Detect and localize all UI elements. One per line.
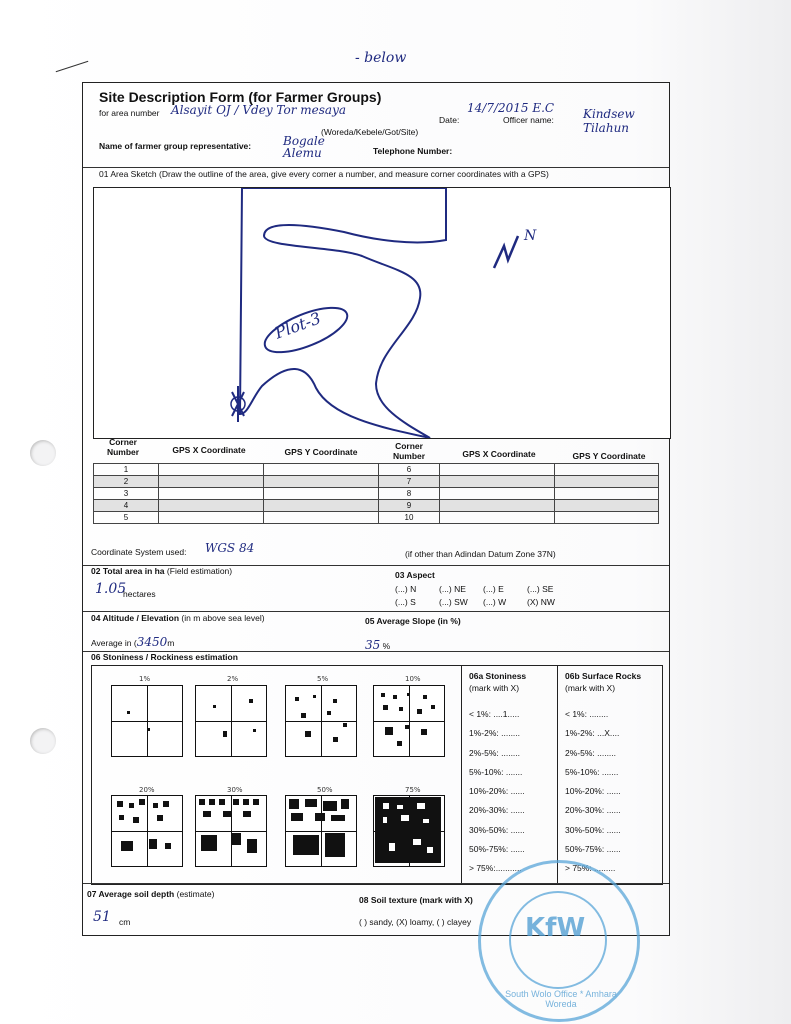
pictogram-label: 75% [405,786,421,794]
table-row: 4 9 [94,500,659,512]
slope-label: 05 Average Slope (in %) [365,616,461,626]
soil-depth-label: 07 Average soil depth (estimate) [87,889,215,899]
table-row: 2 7 [94,476,659,488]
area-number-label: for area number [99,108,160,118]
soil-texture-label: 08 Soil texture (mark with X) [359,895,473,905]
aspect-options: (...) N (...) NE (...) E (...) SE (...) S (...) SW (...) W (X) NW [395,584,555,607]
pictogram-label: 10% [405,675,421,683]
surface-rocks-column-title: 06b Surface Rocks [565,671,642,681]
coordinate-system-note: (if other than Adindan Datum Zone 37N) [405,549,556,559]
slope-entry: 35 % [365,638,391,652]
coordinate-system-value: WGS 84 [205,541,255,555]
pictogram-label: 30% [227,786,243,794]
organization-stamp: KfW South Wolo Office * Amhara Woreda [478,860,640,1022]
pictogram-label: 5% [317,675,329,683]
total-area-label: 02 Total area in ha (Field estimation) [91,566,233,576]
corner-number-header-2: Corner Number [392,441,426,461]
site-description-form [82,82,670,936]
location-caption: (Woreda/Kebele/Got/Site) [321,127,419,137]
table-row: 5 10 [94,512,659,524]
officer-value: Kindsew Tilahun [583,107,635,135]
punch-hole [30,728,56,754]
total-area-unit: hectares [123,589,156,599]
gps-x-header: GPS X Coordinate [172,445,246,455]
table-row: 3 8 [94,488,659,500]
stoniness-column-title: 06a Stoniness [469,671,527,681]
gps-y-header: GPS Y Coordinate [284,447,358,457]
gps-x-header-2: GPS X Coordinate [462,449,536,459]
north-label: N [524,228,537,244]
pen-stroke [56,61,89,72]
pictogram-label: 1% [139,675,151,683]
soil-depth-unit: cm [119,917,131,927]
pictogram-label: 2% [227,675,239,683]
soil-depth-value: 51 [93,909,111,925]
representative-value: Bogale Alemu [283,134,325,160]
representative-label: Name of farmer group representative: [99,141,252,151]
top-note: - below [355,50,407,66]
telephone-label: Telephone Number: [373,146,453,156]
form-title: Site Description Form (for Farmer Groups) [99,89,382,105]
corner-number-header: Corner Number [106,437,140,457]
officer-label: Officer name: [503,115,554,125]
altitude-entry: Average in (3450m [91,635,175,649]
gps-y-header-2: GPS Y Coordinate [572,451,646,461]
surface-rocks-class-list: < 1%: ........ 1%-2%: ...X.... 2%-5%: ........ 5%-10%: ....... 10%-20%: ...... 20%-30%: ...... 30%-50%: ...... 50%-75%: ...... > 75%: ......... [565,709,621,874]
plot-label: Plot-3 [272,308,324,343]
soil-texture-options: ( ) sandy, (X) loamy, ( ) clayey [359,917,472,927]
pictogram-label: 50% [317,786,333,794]
stoniness-class-list: < 1%: ....1..... 1%-2%: ........ 2%-5%: ........ 5%-10%: ....... 10%-20%: ...... 20%-30%: ...... 30%-50%: ...... 50%-75%: ...... > 75%:........... [469,709,525,874]
altitude-label: 04 Altitude / Elevation (in m above sea level) [91,613,265,623]
pictogram-label: 20% [139,786,155,794]
date-label: Date: [439,115,460,125]
stoniness-column-note: (mark with X) [469,683,520,693]
area-number-value: Alsayit OJ / Vdey Tor mesaya [171,103,347,117]
table-row: 1 6 [94,464,659,476]
date-value: 14/7/2015 E.C [467,101,555,115]
aspect-label: 03 Aspect [395,570,435,580]
area-sketch-label: 01 Area Sketch (Draw the outline of the area, give every corner a number, and measure corner coordinates with a GPS) [99,169,549,179]
punch-hole [30,440,56,466]
total-area-value: 1.05 [95,581,127,597]
coordinate-system-label: Coordinate System used: [91,547,187,557]
stoniness-label: 06 Stoniness / Rockiness estimation [91,652,238,662]
surface-rocks-column-note: (mark with X) [565,683,616,693]
